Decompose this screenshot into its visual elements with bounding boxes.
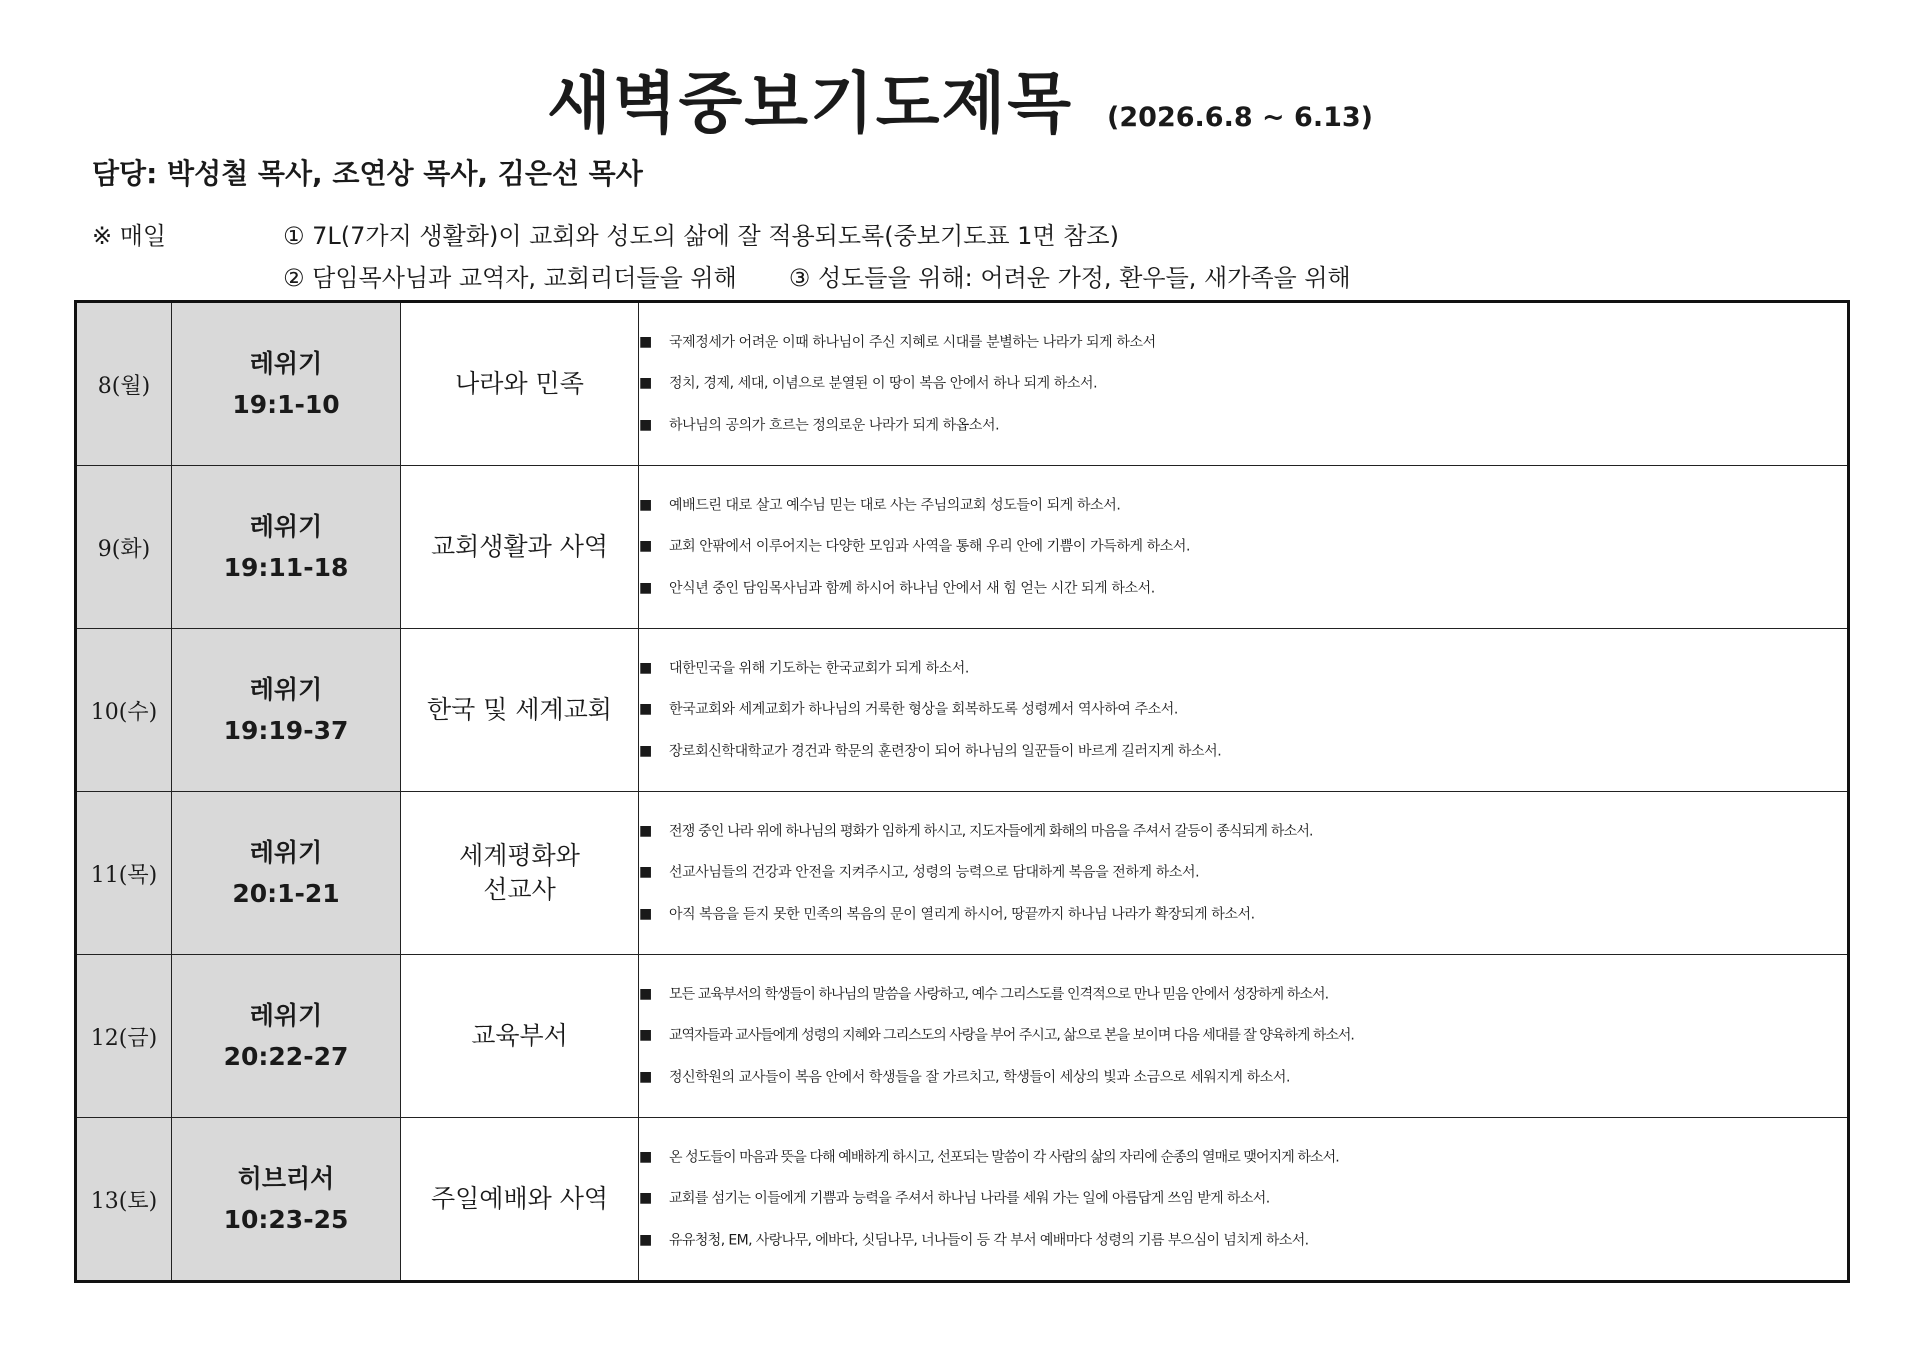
square-bullet-icon: ■ xyxy=(639,1231,652,1248)
prayer-item: ■ 예배드린 대로 살고 예수님 믿는 대로 사는 주님의교회 성도들이 되게 하소서. xyxy=(639,485,1847,527)
scripture-cell xyxy=(172,792,401,955)
prayer-item: ■ 전쟁 중인 나라 위에 하나님의 평화가 임하게 하시고, 지도자들에게 화해의 마음을 주셔서 갈등이 종식되게 하소서. xyxy=(639,811,1847,853)
prayer-item: ■ 교회 안팎에서 이루어지는 다양한 모임과 사역을 통해 우리 안에 기쁨이 가득하게 하소서. xyxy=(639,526,1847,568)
prayer-item: ■ 정신학원의 교사들이 복음 안에서 학생들을 잘 가르치고, 학생들이 세상의 빛과 소금으로 세워지게 하소서. xyxy=(639,1057,1847,1099)
scripture-book: 레위기 xyxy=(249,1001,323,1030)
theme-label: 한국 및 세계교회 xyxy=(427,695,612,724)
scripture-cell xyxy=(172,302,401,466)
daily-item-2: ② 담임목사님과 교역자, 교회리더들을 위해 xyxy=(283,264,737,292)
square-bullet-icon: ■ xyxy=(639,1148,652,1165)
square-bullet-icon: ■ xyxy=(639,496,652,513)
scripture-cell xyxy=(172,466,401,629)
theme-label: 교회생활과 사역 xyxy=(431,532,608,561)
prayers-cell xyxy=(639,629,1849,792)
prayer-item: ■ 온 성도들이 마음과 뜻을 다해 예배하게 하시고, 선포되는 말씀이 각 사람의 삶의 자리에 순종의 열매로 맺어지게 하소서. xyxy=(639,1137,1847,1179)
square-bullet-icon: ■ xyxy=(639,659,652,676)
theme-cell xyxy=(401,955,639,1118)
page-title: 새벽중보기도제목 xyxy=(546,65,1074,142)
theme-cell xyxy=(401,466,639,629)
theme-label: 교육부서 xyxy=(471,1021,568,1050)
scripture-book: 레위기 xyxy=(249,838,323,867)
daily-prayer-line-2 xyxy=(283,258,1351,293)
day-cell: 11(목) xyxy=(76,792,172,955)
prayers-cell xyxy=(639,1118,1849,1282)
daily-prayer-line-1 xyxy=(92,216,1119,251)
table-row xyxy=(76,792,1849,955)
table-row xyxy=(76,629,1849,792)
square-bullet-icon: ■ xyxy=(639,1068,652,1085)
scripture-book: 레위기 xyxy=(249,675,323,704)
square-bullet-icon: ■ xyxy=(639,905,652,922)
square-bullet-icon: ■ xyxy=(639,822,652,839)
scripture-cell xyxy=(172,1118,401,1282)
prayer-schedule-table xyxy=(74,300,1850,1283)
theme-label: 주일예배와 사역 xyxy=(431,1184,608,1213)
prayer-item: ■ 장로회신학대학교가 경건과 학문의 훈련장이 되어 하나님의 일꾼들이 바르게 길러지게 하소서. xyxy=(639,731,1847,773)
day-cell: 12(금) xyxy=(76,955,172,1118)
daily-label: ※ 매일 xyxy=(92,222,167,250)
prayer-item: ■ 정치, 경제, 세대, 이념으로 분열된 이 땅이 복음 안에서 하나 되게 하소서. xyxy=(639,363,1847,405)
scripture-reference: 19:11-18 xyxy=(223,553,349,582)
prayers-cell xyxy=(639,302,1849,466)
square-bullet-icon: ■ xyxy=(639,864,652,881)
scripture-book: 레위기 xyxy=(249,349,323,378)
square-bullet-icon: ■ xyxy=(639,538,652,555)
theme-label: 세계평화와 xyxy=(459,841,580,870)
scripture-book: 레위기 xyxy=(249,512,323,541)
day-cell: 9(화) xyxy=(76,466,172,629)
daily-item-1: ① 7L(7가지 생활화)이 교회와 성도의 삶에 잘 적용되도록(중보기도표 1면 참조) xyxy=(283,222,1119,250)
table-row xyxy=(76,302,1849,466)
theme-label-line-2: 선교사 xyxy=(483,875,556,904)
scripture-cell xyxy=(172,629,401,792)
table-row xyxy=(76,955,1849,1118)
square-bullet-icon: ■ xyxy=(639,1190,652,1207)
square-bullet-icon: ■ xyxy=(639,579,652,596)
prayers-cell xyxy=(639,955,1849,1118)
scripture-book: 히브리서 xyxy=(237,1164,335,1193)
theme-cell xyxy=(401,792,639,955)
square-bullet-icon: ■ xyxy=(639,1027,652,1044)
scripture-reference: 10:23-25 xyxy=(223,1205,349,1234)
prayer-item: ■ 아직 복음을 듣지 못한 민족의 복음의 문이 열리게 하시어, 땅끝까지 하나님 나라가 확장되게 하소서. xyxy=(639,894,1847,936)
scripture-cell xyxy=(172,955,401,1118)
prayer-item: ■ 대한민국을 위해 기도하는 한국교회가 되게 하소서. xyxy=(639,648,1847,690)
square-bullet-icon: ■ xyxy=(639,701,652,718)
theme-cell xyxy=(401,629,639,792)
title-row xyxy=(0,50,1920,145)
prayer-item: ■ 교회를 섬기는 이들에게 기쁨과 능력을 주셔서 하나님 나라를 세워 가는 일에 아름답게 쓰임 받게 하소서. xyxy=(639,1178,1847,1220)
scripture-reference: 20:1-21 xyxy=(232,879,340,908)
square-bullet-icon: ■ xyxy=(639,416,652,433)
date-range: (2026.6.8 ~ 6.13) xyxy=(1107,102,1373,133)
prayer-item: ■ 안식년 중인 담임목사님과 함께 하시어 하나님 안에서 새 힘 얻는 시간 되게 하소서. xyxy=(639,568,1847,610)
day-cell: 8(월) xyxy=(76,302,172,466)
prayer-item: ■ 한국교회와 세계교회가 하나님의 거룩한 형상을 회복하도록 성령께서 역사하여 주소서. xyxy=(639,689,1847,731)
day-cell: 10(수) xyxy=(76,629,172,792)
prayer-item: ■ 국제정세가 어려운 이때 하나님이 주신 지혜로 시대를 분별하는 나라가 되게 하소서 xyxy=(639,322,1847,364)
theme-label: 나라와 민족 xyxy=(455,369,584,398)
prayer-item: ■ 교역자들과 교사들에게 성령의 지혜와 그리스도의 사랑을 부어 주시고, 삶으로 본을 보이며 다음 세대를 잘 양육하게 하소서. xyxy=(639,1015,1847,1057)
square-bullet-icon: ■ xyxy=(639,375,652,392)
in-charge-line: 담당: 박성철 목사, 조연상 목사, 김은선 목사 xyxy=(92,157,643,190)
scripture-reference: 19:1-10 xyxy=(232,390,340,419)
prayers-cell xyxy=(639,466,1849,629)
square-bullet-icon: ■ xyxy=(639,333,652,350)
prayer-item: ■ 하나님의 공의가 흐르는 정의로운 나라가 되게 하옵소서. xyxy=(639,405,1847,447)
day-cell: 13(토) xyxy=(76,1118,172,1282)
theme-cell xyxy=(401,1118,639,1282)
table-row xyxy=(76,1118,1849,1282)
prayer-item: ■ 선교사님들의 건강과 안전을 지켜주시고, 성령의 능력으로 담대하게 복음을 전하게 하소서. xyxy=(639,852,1847,894)
daily-item-3: ③ 성도들을 위해: 어려운 가정, 환우들, 새가족을 위해 xyxy=(788,264,1351,292)
theme-cell xyxy=(401,302,639,466)
prayer-item: ■ 유유청청, EM, 사랑나무, 에바다, 싯딤나무, 너나들이 등 각 부서 예배마다 성령의 기름 부으심이 넘치게 하소서. xyxy=(639,1220,1847,1262)
table-row xyxy=(76,466,1849,629)
prayer-item: ■ 모든 교육부서의 학생들이 하나님의 말씀을 사랑하고, 예수 그리스도를 인격적으로 만나 믿음 안에서 성장하게 하소서. xyxy=(639,974,1847,1016)
prayers-cell xyxy=(639,792,1849,955)
scripture-reference: 19:19-37 xyxy=(223,716,349,745)
square-bullet-icon: ■ xyxy=(639,985,652,1002)
scripture-reference: 20:22-27 xyxy=(223,1042,349,1071)
square-bullet-icon: ■ xyxy=(639,742,652,759)
